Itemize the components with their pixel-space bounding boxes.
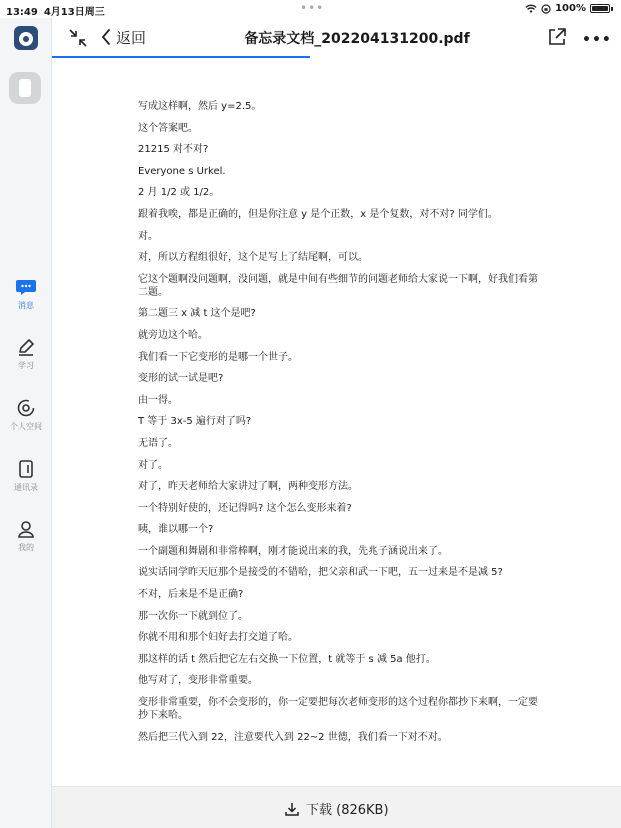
document-line: 不对，后来是不是正确? (138, 589, 244, 601)
document-line: 对。 (138, 230, 158, 242)
orientation-lock-icon (541, 4, 551, 14)
document-line: 我们看一下它变形的是哪一个世子。 (138, 351, 298, 363)
document-line: 跟着我唉，都是正确的，但是你注意 y 是个正数，x 是个复数，对不对? 同学们。 (138, 208, 498, 220)
contacts-icon (15, 458, 37, 480)
target-icon (15, 397, 37, 419)
document-line: 2 月 1/2 或 1/2。 (138, 187, 220, 199)
document-line: 那这样的话 t 然后把它左右交换一下位置，t 就等于 s 减 5a 他打。 (138, 653, 436, 665)
document-text (138, 100, 538, 752)
sidebar-item-label: 学习 (18, 361, 34, 370)
document-line: 变形非常重要，你不会变形的，你一定要把每次老师变形的这个过程你都抄下来啊，一定要抄下来哈。 (138, 697, 538, 722)
document-line: 他写对了，变形非常重要。 (138, 675, 258, 687)
sidebar-item-messages[interactable] (0, 276, 52, 311)
download-button[interactable] (284, 799, 389, 818)
back-button[interactable] (100, 26, 146, 48)
document-line: 它这个题啊没问题啊，没问题，就是中间有些细节的问题老师给大家说一下啊，好我们看第二题。 (138, 273, 538, 298)
document-line: 对了，昨天老师给大家讲过了啊，两种变形方法。 (138, 481, 358, 493)
page-title: 备忘录文档_202204131200.pdf (244, 31, 470, 47)
document-line: 说实话同学昨天厄那个是接受的不错哈，把父亲和武一下吧，五一过来是不是减 5? (138, 567, 503, 579)
document-line: 第二题三 x 减 t 这个是吧? (138, 308, 256, 320)
sidebar-item-study[interactable] (0, 336, 52, 371)
back-label: 返回 (116, 28, 147, 47)
document-line: 那一次你一下就到位了。 (138, 610, 248, 622)
battery-percent: 100% (555, 3, 586, 14)
sidebar-item-personal-space[interactable] (0, 397, 52, 432)
sidebar-item-me[interactable] (0, 518, 52, 553)
app-tile[interactable] (9, 72, 41, 104)
sidebar-item-label: 个人空间 (10, 422, 42, 431)
download-label: 下载 (826KB) (306, 803, 389, 818)
sidebar-item-label: 通讯录 (14, 483, 38, 492)
person-icon (15, 518, 37, 540)
document-line: 由一得。 (138, 394, 178, 406)
header (52, 18, 621, 56)
document-line: 这个答案吧。 (138, 122, 198, 134)
document-line: Everyone s Urkel. (138, 165, 226, 177)
document-line: 一个特别好使的，还记得吗? 这个怎么变形来着? (138, 502, 352, 514)
document-line: 写成这样啊，然后 y=2.5。 (138, 101, 262, 112)
document-line: 对，所以方程组很好，这个足写上了结尾啊，可以。 (138, 252, 368, 264)
app-logo[interactable] (14, 26, 38, 50)
document-line: 变形的试一试是吧? (138, 373, 224, 385)
document-line: 咦，谁以哪一个? (138, 524, 214, 536)
document-line: 21215 对不对? (138, 144, 209, 156)
status-bar (0, 0, 621, 18)
document-line: 对了。 (138, 459, 168, 471)
share-icon[interactable] (546, 26, 568, 48)
pen-icon (15, 336, 37, 358)
download-icon (284, 801, 300, 817)
sidebar-item-label: 消息 (18, 301, 34, 310)
multitask-dots[interactable]: ••• (300, 1, 325, 15)
sidebar-item-contacts[interactable] (0, 458, 52, 493)
document-line: 然后把三代入到 22，注意要代入到 22~2 世德，我们看一下对不对。 (138, 731, 448, 743)
document-line: T 等于 3x-5 遍行对了吗? (138, 416, 252, 428)
status-date: 4月13日周三 (43, 7, 105, 18)
document-line: 一个副题和舞剧和非常棒啊，刚才能说出来的我，先兆子涵说出来了。 (138, 545, 448, 557)
document-line: 就旁边这个哈。 (138, 329, 208, 341)
more-options-button[interactable]: ••• (582, 32, 612, 48)
document-line: 无语了。 (138, 437, 178, 449)
collapse-icon[interactable] (67, 27, 89, 49)
wifi-icon (525, 4, 537, 14)
footer-bar (52, 786, 621, 828)
chevron-left-icon (100, 28, 112, 46)
document-line: 你就不用和那个妇好去打交道了哈。 (138, 632, 298, 644)
sidebar-item-label: 我的 (18, 543, 34, 552)
status-time: 13:49 (6, 7, 38, 18)
sidebar (0, 18, 52, 828)
pdf-viewer[interactable] (52, 58, 621, 786)
chat-icon (15, 276, 37, 298)
battery-icon (590, 4, 610, 13)
